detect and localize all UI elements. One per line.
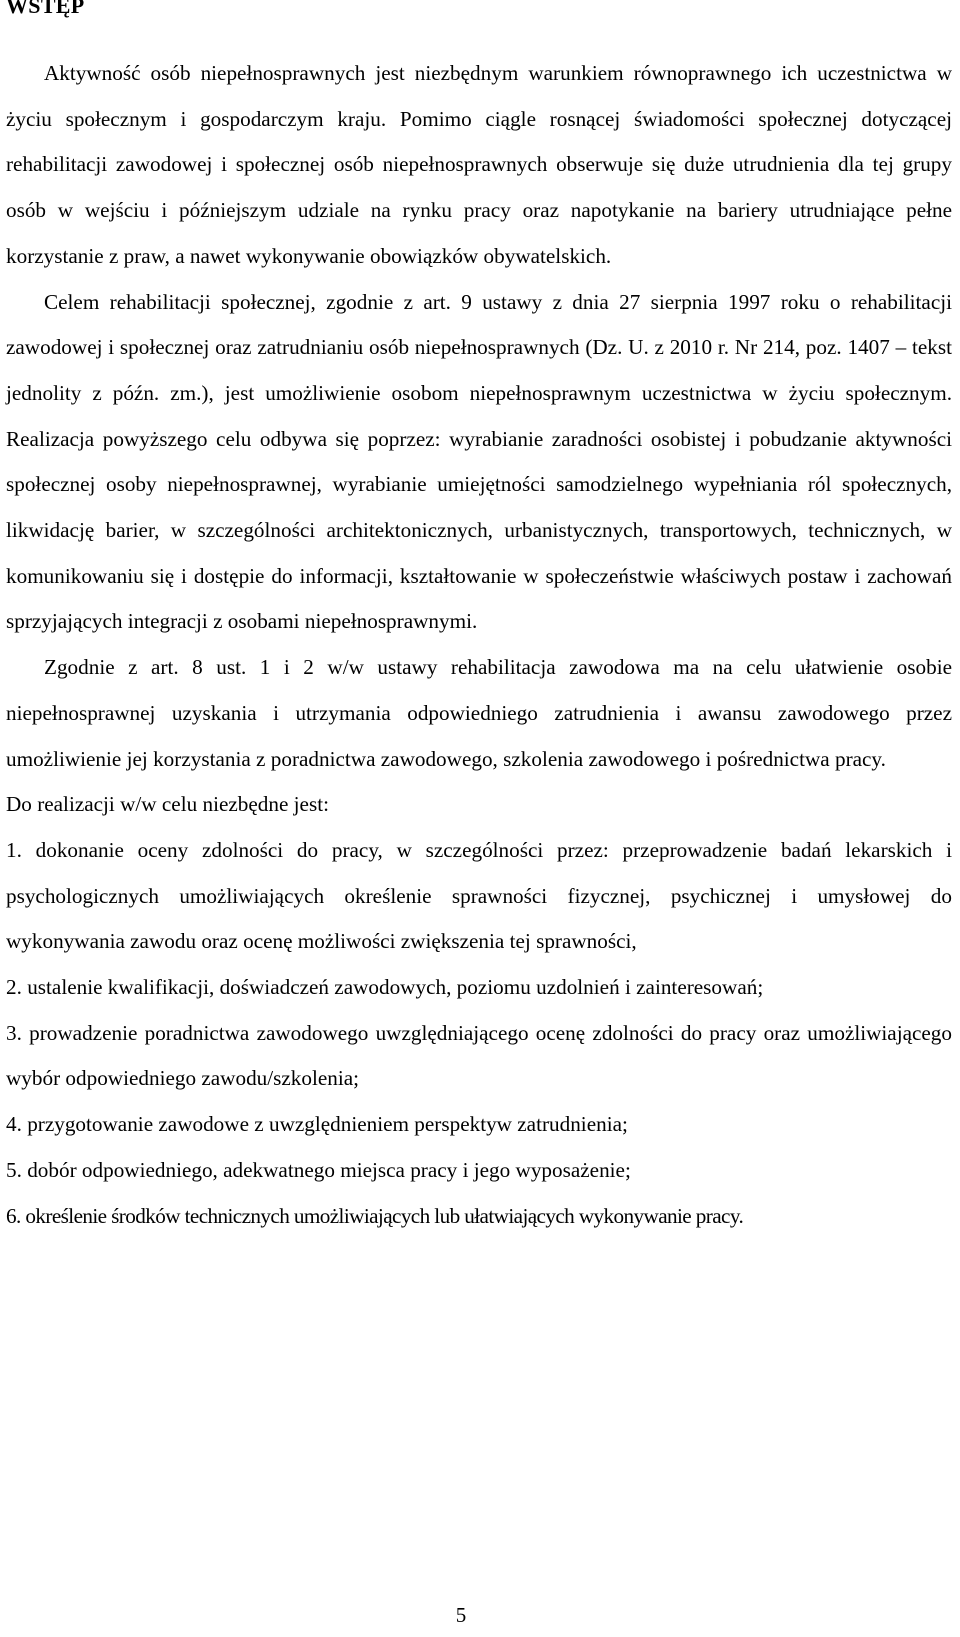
list-item: 4. przygotowanie zawodowe z uwzględnieniem perspektyw zatrudnienia; [6, 1112, 628, 1137]
paragraph-vocational-rehabilitation: Zgodnie z art. 8 ust. 1 i 2 w/w ustawy rehabilitacja zawodowa ma na celu ułatwienie osobie niepełnosprawnej uzyskania i utrzymania odpowiedniego zatrudnienia i awansu zawodowego przez umożliwienie jej korzystania z poradnictwa zawodowego, szkolenia zawodowego i pośrednictwa pracy. [6, 655, 952, 771]
section-heading: WSTĘP [6, 0, 85, 18]
list-intro: Do realizacji w/w celu niezbędne jest: [6, 792, 329, 817]
paragraph-social-rehabilitation: Celem rehabilitacji społecznej, zgodnie z art. 9 ustawy z dnia 27 sierpnia 1997 roku o rehabilitacji zawodowej i społecznej oraz zatrudnianiu osób niepełnosprawnych (Dz. U. z 2010 r. Nr 214, poz. 1407 – tekst jednolity z późn. zm.), jest umożliwienie osobom niepełnosprawnym uczestnictwa w życiu społecznym. Realizacja powyższego celu odbywa się poprzez: wyrabianie zaradności osobistej i pobudzanie aktywności społecznej osoby niepełnosprawnej, wyrabianie umiejętności samodzielnego wypełniania ról społecznych, likwidację barier, w szczególności architektonicznych, urbanistycznych, transportowych, technicznych, w komunikowaniu się i dostępie do informacji, kształtowanie w społeczeństwie właściwych postaw i zachowań sprzyjających integracji z osobami niepełnosprawnymi. [6, 289, 952, 634]
list-item: 3. prowadzenie poradnictwa zawodowego uwzględniającego ocenę zdolności do pracy oraz umożliwiającego wybór odpowiedniego zawodu/szkolenia; [6, 1020, 952, 1091]
list-item: 1. dokonanie oceny zdolności do pracy, w szczególności przez: przeprowadzenie badań lekarskich i psychologicznych umożliwiających określenie sprawności fizycznej, psychicznej i umysłowej do wykonywania zawodu oraz ocenę możliwości zwiększenia tej sprawności, [6, 837, 952, 954]
page-number: 5 [455, 1603, 467, 1627]
document-body [6, 51, 952, 1239]
list-item: 5. dobór odpowiedniego, adekwatnego miejsca pracy i jego wyposażenie; [6, 1157, 631, 1182]
list-item: 2. ustalenie kwalifikacji, doświadczeń zawodowych, poziomu uzdolnień i zainteresowań; [6, 975, 764, 1000]
paragraph-introduction: Aktywność osób niepełnosprawnych jest niezbędnym warunkiem równoprawnego ich uczestnictwa w życiu społecznym i gospodarczym kraju. Pomimo ciągle rosnącej świadomości społecznej dotyczącej rehabilitacji zawodowej i społecznej osób niepełnosprawnych obserwuje się duże utrudnienia dla tej grupy osób w wejściu i późniejszym udziale na rynku pracy oraz napotykanie na bariery utrudniające pełne korzystanie z praw, a nawet wykonywanie obowiązków obywatelskich. [6, 61, 952, 268]
list-item: 6. określenie środków technicznych umożliwiających lub ułatwiających wykonywanie pracy. [6, 1203, 744, 1228]
